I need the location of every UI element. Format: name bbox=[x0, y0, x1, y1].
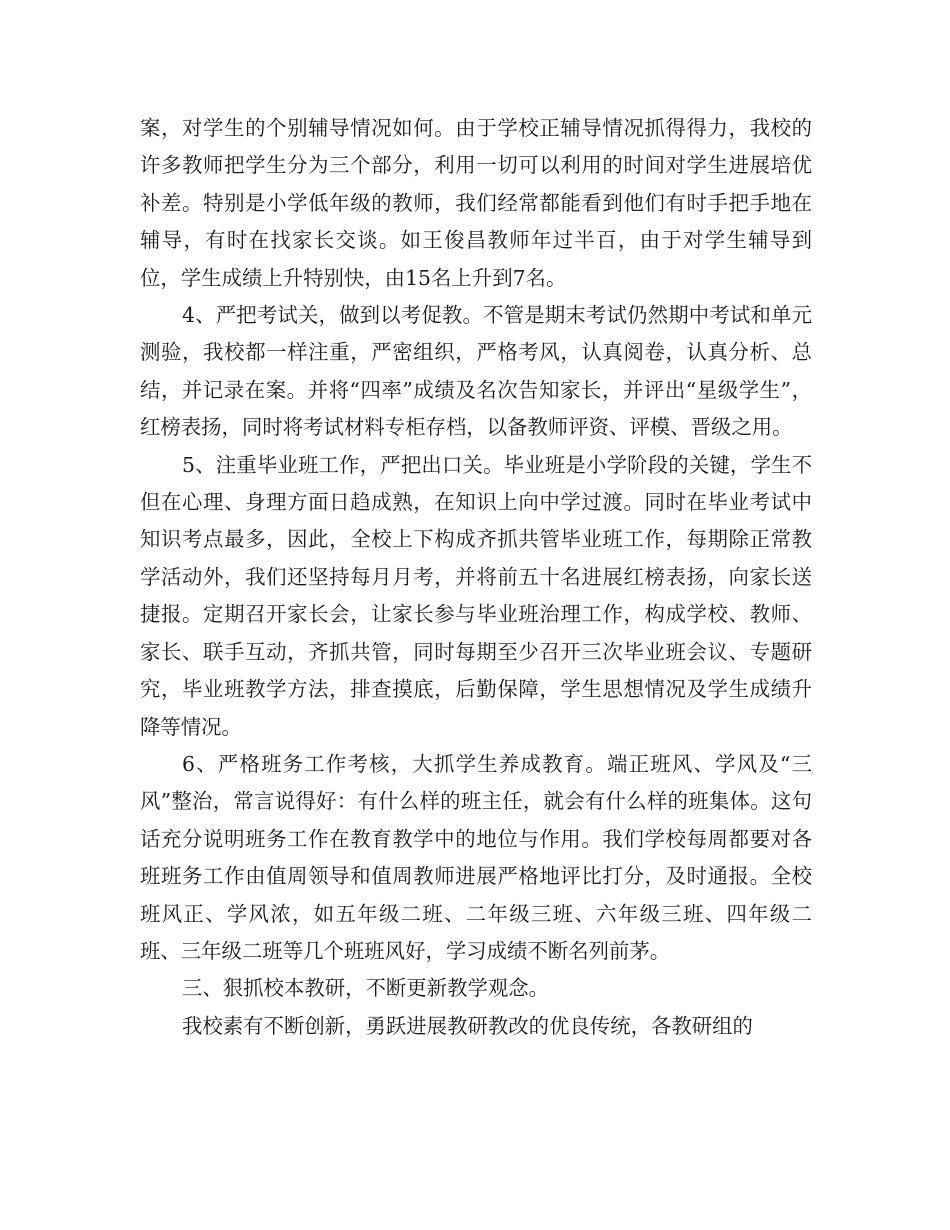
paragraph-class-management: 6、严格班务工作考核，大抓学生养成教育。端正班风、学风及“三风”整治，常言说得好：有什么样的班主任，就会有什么样的班集体。这句话充分说明班务工作在教育教学中的地位与作用。我们学校每周都要对各班班务工作由值周领导和值周教师进展严格地评比打分，及时通报。全校班风正、学风浓，如五年级二班、二年级三班、六年级三班、四年级二班、三年级二班等几个班班风好，学习成绩不断名列前茅。 bbox=[140, 751, 812, 963]
paragraph-tutoring-continued: 案，对学生的个别辅导情况如何。由于学校正辅导情况抓得得力，我校的许多教师把学生分为三个部分，利用一切可以利用的时间对学生进展培优补差。特别是小学低年级的教师，我们经常都能看到他们有时手把手地在辅导，有时在找家长交谈。如王俊昌教师年过半百，由于对学生辅导到位，学生成绩上升特别快，由15名上升到7名。 bbox=[140, 116, 812, 290]
section-heading-school-research: 三、狠抓校本教研，不断更新教学观念。 bbox=[182, 976, 550, 1001]
paragraph-exam-control: 4、严把考试关，做到以考促教。不管是期末考试仍然期中考试和单元测验，我校都一样注重，严密组织，严格考风，认真阅卷，认真分析、总结，并记录在案。并将“四率”成绩及名次告知家长，并评出“星级学生”，红榜表扬，同时将考试材料专柜存档，以备教师评资、评模、晋级之用。 bbox=[140, 303, 812, 440]
document-body bbox=[140, 110, 812, 1045]
paragraph-research-tradition: 我校素有不断创新，勇跃进展教研教改的优良传统，各教研组的 bbox=[182, 1013, 753, 1038]
paragraph-graduating-class: 5、注重毕业班工作，严把出口关。毕业班是小学阶段的关键，学生不但在心理、身理方面日趋成熟，在知识上向中学过渡。同时在毕业考试中知识考点最多，因此，全校上下构成齐抓共管毕业班工作，每期除正常教学活动外，我们还坚持每月月考，并将前五十名进展红榜表扬，向家长送捷报。定期召开家长会，让家长参与毕业班治理工作，构成学校、教师、家长、联手互动，齐抓共管，同时每期至少召开三次毕业班会议、专题研究，毕业班教学方法，排查摸底，后勤保障，学生思想情况及学生成绩升降等情况。 bbox=[140, 452, 812, 739]
